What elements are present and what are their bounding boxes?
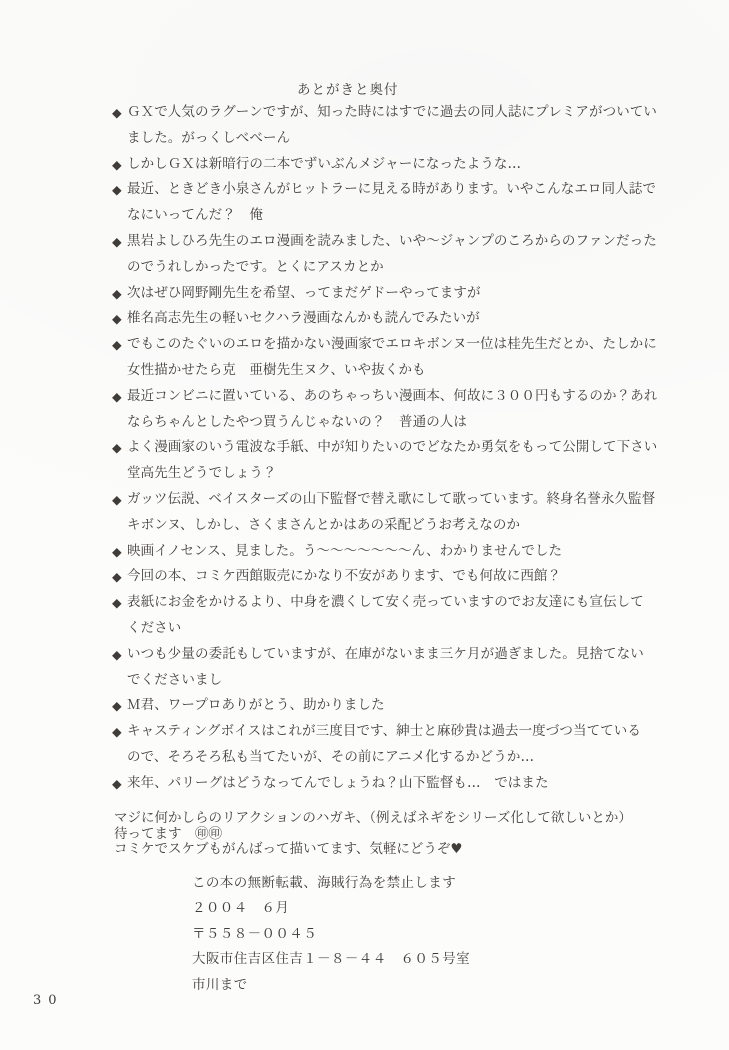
afterword-item — [113, 771, 673, 797]
afterword-line: 黒岩よしひろ先生のエロ漫画を読みました、いや〜ジャンプのころからのファンだった — [127, 232, 657, 249]
page-title: あとがきと奥付 — [297, 82, 399, 98]
afterword-line: 堂高先生どうでしょう？ — [127, 465, 277, 482]
afterword-line: なにいってんだ？ 俺 — [127, 207, 263, 224]
afterword-line: のでうれしかったです。とくにアスカとか — [127, 258, 384, 275]
afterword-item — [113, 564, 673, 590]
bullet-diamond-icon: ◆ — [112, 491, 122, 507]
afterword-item — [113, 152, 673, 178]
afterword-line: いつも少量の委託もしていますが、在庫がないまま三ケ月が過ぎました。見捨てない — [127, 645, 644, 662]
afterword-line: でくださいまし — [127, 671, 223, 688]
bullet-diamond-icon: ◆ — [112, 569, 122, 585]
closing-block — [114, 811, 632, 858]
afterword-line: Ｍ君、ワープロありがとう、助かりました — [127, 697, 385, 714]
recipient: 市川まで — [192, 976, 248, 993]
bullet-diamond-icon: ◆ — [112, 440, 122, 456]
afterword-item — [113, 539, 673, 565]
afterword-line: よく漫画家のいう電波な手紙、中が知りたいのでどなたか勇気をもって公開して下さい — [127, 439, 658, 456]
afterword-item — [113, 642, 673, 694]
bullet-diamond-icon: ◆ — [112, 156, 122, 172]
afterword-line: でもこのたぐいのエロを描かない漫画家でエロキボンヌ一位は桂先生だとか、たしかに — [127, 336, 657, 353]
bullet-diamond-icon: ◆ — [112, 595, 122, 611]
afterword-item — [113, 100, 673, 152]
afterword-line: 表紙にお金をかけるより、中身を濃くして安く売っていますのでお友達にも宣伝して — [127, 594, 644, 611]
afterword-line: 今回の本、コミケ西館販売にかなり不安があります、でも何故に西館？ — [127, 568, 562, 585]
afterword-item — [113, 306, 673, 332]
bullet-diamond-icon: ◆ — [112, 724, 122, 740]
afterword-line: 最近コンビニに置いている、あのちゃっちい漫画本、何故に３００円もするのか？あれ — [127, 387, 658, 404]
afterword-line: ならちゃんとしたやつ買うんじゃないの？ 普通の人は — [127, 413, 467, 430]
afterword-line: しかしＧＸは新暗行の二本でずいぶんメジャーになったような… — [127, 155, 522, 172]
afterword-item — [113, 590, 673, 642]
afterword-line: キボンヌ、しかし、さくまさんとかはあの采配どうお考えなのか — [127, 516, 521, 533]
closing-line: コミケでスケブもがんばって描いてます、気軽にどうぞ♥ — [114, 841, 463, 858]
page-number: 30 — [33, 993, 64, 1008]
afterword-line: ので、そろそろ私も当てたいが、その前にアニメ化するかどうか… — [127, 748, 535, 765]
afterword-item — [113, 487, 673, 539]
afterword-line: 女性描かせたら克 亜樹先生ヌク、いや抜くかも — [127, 361, 426, 378]
afterword-item — [113, 177, 673, 229]
bullet-diamond-icon: ◆ — [112, 646, 122, 662]
bullet-diamond-icon: ◆ — [112, 233, 122, 249]
bullet-diamond-icon: ◆ — [112, 105, 122, 120]
publication-date: ２００４ ６月 — [192, 900, 290, 917]
afterword-item — [113, 281, 673, 307]
bullet-diamond-icon: ◆ — [112, 698, 122, 714]
bullet-diamond-icon: ◆ — [112, 285, 122, 301]
postal-code: 〒５５８－００４５ — [192, 925, 318, 942]
bullet-diamond-icon: ◆ — [112, 388, 122, 404]
afterword-item — [113, 229, 673, 281]
afterword-item — [113, 384, 673, 436]
afterword-line: 椎名高志先生の軽いセクハラ漫画なんかも読んでみたいが — [127, 310, 480, 327]
afterword-item — [113, 332, 673, 384]
closing-line: 待ってます ㊞㊞ — [114, 825, 222, 842]
afterword-list — [113, 100, 673, 797]
afterword-line: ＧＸで人気のラグーンですが、知った時にはすでに過去の同人誌にプレミアがついてい — [127, 104, 657, 120]
copyright-notice: この本の無断転載、海賊行為を禁止します — [192, 875, 457, 891]
bullet-diamond-icon: ◆ — [112, 311, 122, 327]
closing-line: マジに何かしらのリアクションのハガキ、（例えばネギをシリーズ化して欲しいとか） — [114, 810, 632, 826]
afterword-line: 来年、パリーグはどうなってんでしょうね？山下監督も… ではまた — [127, 774, 549, 791]
bullet-diamond-icon: ◆ — [112, 543, 122, 559]
afterword-line: キャスティングボイスはこれが三度目です、紳士と麻砂貴は過去一度づつ当てている — [127, 723, 641, 740]
afterword-item — [113, 693, 673, 719]
afterword-item — [113, 435, 673, 487]
afterword-line: ください — [127, 619, 182, 636]
afterword-line: ました。がっくしべべーん — [127, 129, 291, 146]
afterword-item — [113, 719, 673, 771]
afterword-line: 最近、ときどき小泉さんがヒットラーに見える時があります。いやこんなエロ同人誌で — [127, 181, 656, 198]
colophon-block — [192, 871, 470, 998]
bullet-diamond-icon: ◆ — [112, 182, 122, 198]
bullet-diamond-icon: ◆ — [112, 775, 122, 791]
bullet-diamond-icon: ◆ — [112, 337, 122, 353]
afterword-line: ガッツ伝説、ベイスターズの山下監督で替え歌にして歌っています。終身名誉永久監督 — [127, 490, 656, 507]
afterword-line: 映画イノセンス、見ました。う〜〜〜〜〜〜〜ん、わかりませんでした — [127, 542, 563, 559]
afterword-line: 次はぜひ岡野剛先生を希望、ってまだゲドーやってますが — [127, 284, 481, 301]
address: 大阪市住吉区住吉１－８－４４ ６０５号室 — [192, 951, 470, 968]
